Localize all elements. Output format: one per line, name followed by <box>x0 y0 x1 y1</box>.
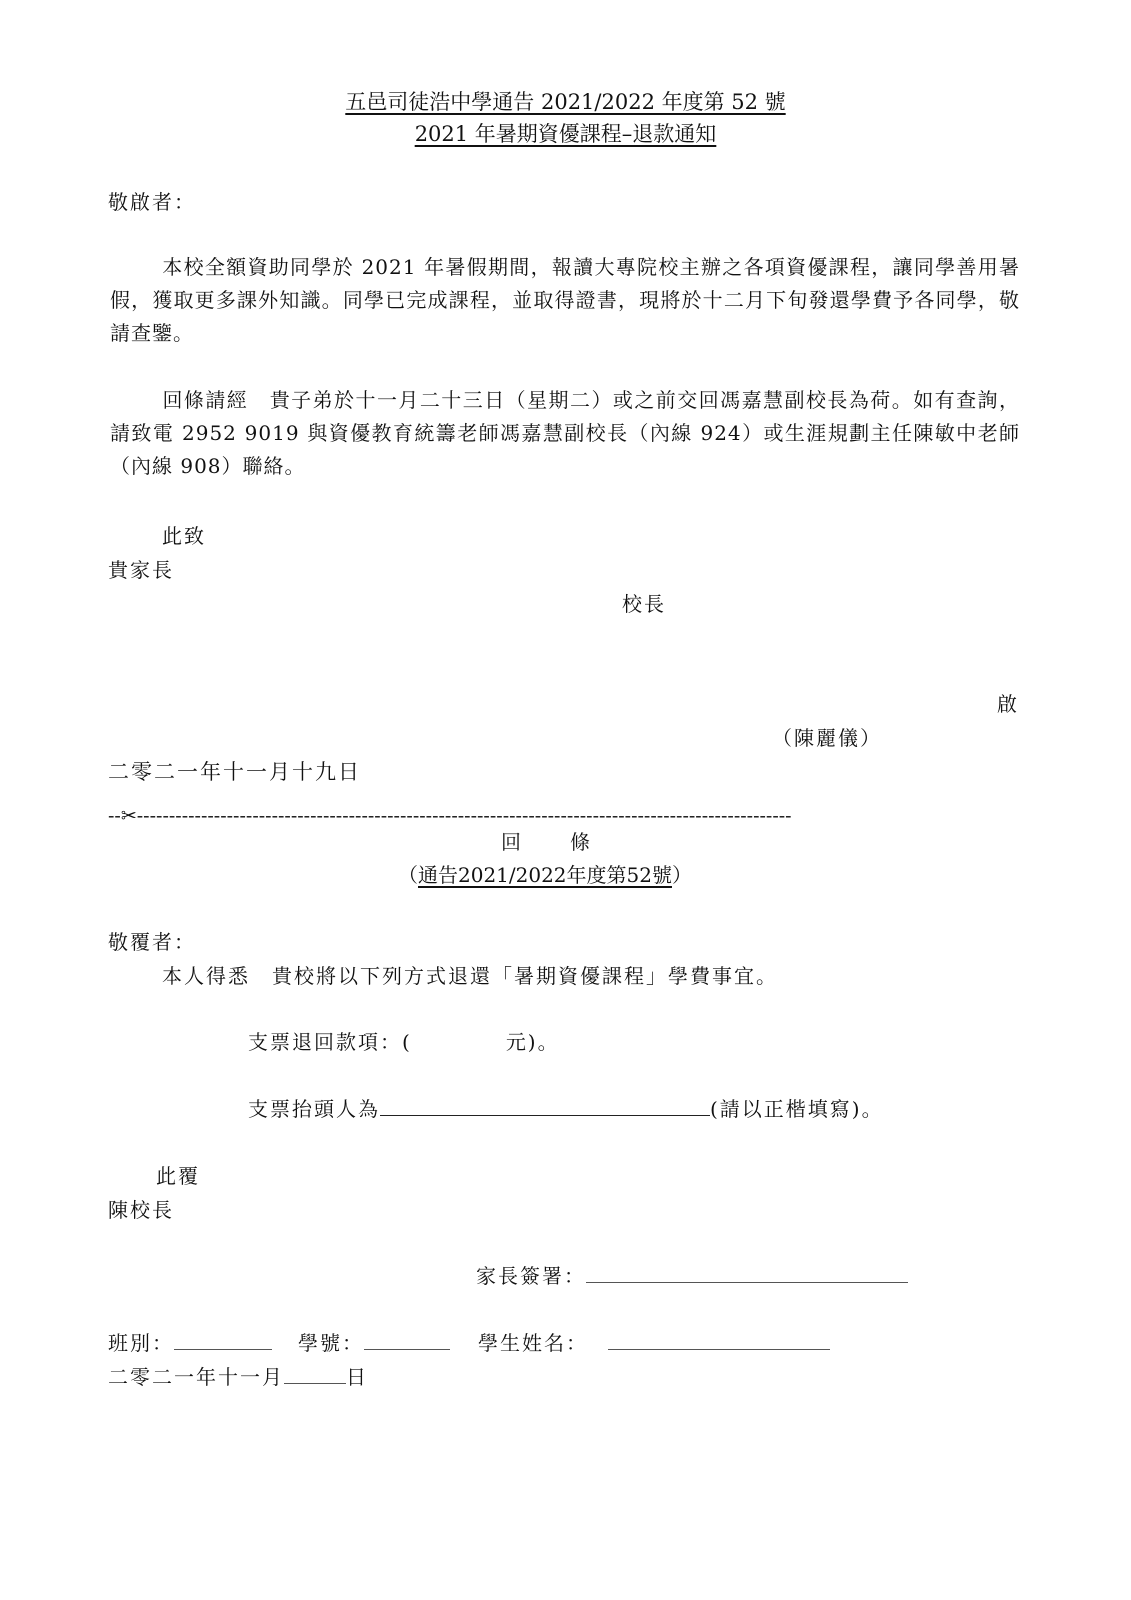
reply-date-suffix: 日 <box>346 1365 368 1389</box>
cheque-payee-field[interactable] <box>380 1093 710 1116</box>
notice-subtitle <box>0 118 1131 148</box>
reply-date-row <box>108 1361 368 1390</box>
principal-sign-word: 啟 <box>997 692 1019 716</box>
reply-salutation: 敬覆者： <box>108 930 196 954</box>
closing: 此致 <box>162 524 206 548</box>
cheque-payee-label: 支票抬頭人為 <box>248 1097 380 1121</box>
reply-ref-close: ） <box>671 863 692 887</box>
paragraph-2-text: 回條請經 貴子弟於十一月二十三日（星期二）或之前交回馮嘉慧副校長為荷。如有查詢，請致電 2952 9019 與資優教育統籌老師馮嘉慧副校長（內線 924）或生涯規劃主任陳敏中老師（內線 908）聯絡。 <box>110 388 1020 478</box>
reply-addressee: 陳校長 <box>108 1198 174 1222</box>
notice-title-line2: 2021 年暑期資優課程–退款通知 <box>414 122 717 146</box>
body-paragraph-2 <box>110 384 1020 483</box>
reply-day-field[interactable] <box>284 1361 346 1384</box>
notice-date: 二零二一年十一月十九日 <box>108 760 361 784</box>
cheque-amount-label: 支票退回款項：( <box>248 1030 412 1054</box>
cut-line: --✂------------------------------------------------------------------------------------------------------ <box>108 805 792 827</box>
reply-ref-text: 通告2021/2022年度第52號 <box>418 863 672 887</box>
parent-signature-row <box>476 1260 908 1289</box>
cheque-amount-unit: 元)。 <box>505 1030 560 1054</box>
reply-closing: 此覆 <box>156 1164 200 1188</box>
principal-name: （陳麗儀） <box>772 726 882 750</box>
student-number-field[interactable] <box>364 1327 450 1350</box>
cheque-payee-row <box>248 1093 884 1122</box>
reply-date-prefix: 二零二一年十一月 <box>108 1365 284 1389</box>
salutation: 敬啟者： <box>108 190 196 214</box>
parent-signature-field[interactable] <box>586 1260 908 1283</box>
student-number-label: 學號： <box>298 1331 364 1355</box>
paragraph-1-text: 本校全額資助同學於 2021 年暑假期間，報讀大專院校主辦之各項資優課程，讓同學善用暑假，獲取更多課外知識。同學已完成課程，並取得證書，現將於十二月下旬發還學費予各同學，敬請查鑒。 <box>110 255 1020 345</box>
student-name-field[interactable] <box>608 1327 830 1350</box>
student-name-label: 學生姓名： <box>478 1331 588 1355</box>
reply-ref-open: （ <box>398 863 418 887</box>
notice-title <box>0 86 1131 116</box>
cheque-payee-note: (請以正楷填寫)。 <box>710 1097 884 1121</box>
addressee: 貴家長 <box>108 558 174 582</box>
reply-reference <box>398 859 692 888</box>
student-info-row <box>108 1327 830 1356</box>
notice-title-line1: 五邑司徒浩中學通告 2021/2022 年度第 52 號 <box>345 90 786 114</box>
body-paragraph-1 <box>110 251 1020 350</box>
reply-title: 回 條 <box>501 830 593 854</box>
reply-body: 本人得悉 貴校將以下列方式退還「暑期資優課程」學費事宜。 <box>162 964 778 988</box>
principal-title: 校長 <box>622 592 666 616</box>
cheque-amount-row <box>248 1026 560 1055</box>
class-field[interactable] <box>174 1327 272 1350</box>
parent-signature-label: 家長簽署： <box>476 1264 586 1288</box>
class-label: 班別： <box>108 1331 174 1355</box>
